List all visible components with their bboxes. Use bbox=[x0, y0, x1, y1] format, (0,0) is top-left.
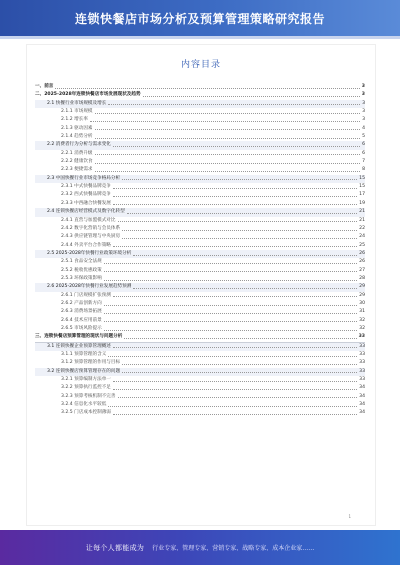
toc-entry-label: 一、前言 bbox=[35, 83, 54, 91]
toc-entry[interactable] bbox=[35, 376, 365, 384]
footer-slogan: 让每个人都能成为 bbox=[85, 543, 145, 552]
toc-leader-dots bbox=[118, 397, 358, 398]
toc-entry[interactable] bbox=[35, 116, 365, 124]
toc-leader-dots bbox=[104, 330, 357, 331]
toc-entry-page: 15 bbox=[359, 184, 365, 190]
toc-leader-dots bbox=[113, 381, 357, 382]
toc-entry[interactable] bbox=[35, 91, 365, 99]
toc-entry-page: 30 bbox=[359, 300, 365, 306]
toc-leader-dots bbox=[104, 271, 357, 272]
toc-entry-page: 19 bbox=[359, 200, 365, 206]
toc-entry-page: 29 bbox=[359, 284, 365, 290]
toc-leader-dots bbox=[127, 213, 357, 214]
toc-entry-label: 2.6.2 产品创新方向 bbox=[61, 300, 103, 308]
toc-entry-label: 2.2.3 便捷需求 bbox=[61, 166, 94, 174]
toc-entry[interactable] bbox=[35, 258, 365, 266]
toc-entry-page: 3 bbox=[361, 92, 365, 98]
toc-entry[interactable] bbox=[35, 225, 365, 233]
toc-entry[interactable] bbox=[35, 100, 365, 108]
toc-leader-dots bbox=[133, 255, 357, 256]
toc-entry-label: 2.6.4 技术应用前景 bbox=[61, 317, 103, 325]
toc-entry-label: 2.6.1 门店规模扩张预测 bbox=[61, 292, 112, 300]
report-footer bbox=[0, 530, 400, 565]
toc-entry[interactable] bbox=[35, 401, 365, 409]
toc-leader-dots bbox=[113, 389, 357, 390]
toc-entry[interactable] bbox=[35, 317, 365, 325]
toc-entry-page: 33 bbox=[359, 360, 365, 366]
toc-leader-dots bbox=[113, 188, 357, 189]
toc-entry-label: 2.2.1 消费升级 bbox=[61, 150, 94, 158]
toc-entry-page: 32 bbox=[359, 317, 365, 323]
toc-entry-label: 3.2.2 预算执行监控不足 bbox=[61, 384, 112, 392]
toc-entry[interactable] bbox=[35, 283, 365, 291]
toc-entry[interactable] bbox=[35, 208, 365, 216]
toc-entry-label: 2.2 消费者行为分析与需求变化 bbox=[47, 141, 112, 149]
toc-page bbox=[26, 44, 376, 526]
toc-entry-label: 2.3.3 中西融合快餐发展 bbox=[61, 200, 112, 208]
toc-entry-label: 2.6 2025-2028年快餐行业发展趋势预测 bbox=[47, 283, 132, 291]
toc-leader-dots bbox=[122, 230, 357, 231]
toc-entry-page: 22 bbox=[359, 225, 365, 231]
toc-entry[interactable] bbox=[35, 191, 365, 199]
toc-leader-dots bbox=[113, 296, 357, 297]
toc-entry-page: 17 bbox=[359, 192, 365, 198]
toc-leader-dots bbox=[104, 321, 357, 322]
toc-entry[interactable] bbox=[35, 384, 365, 392]
toc-entry-page: 33 bbox=[359, 352, 365, 357]
toc-entry-page: 29 bbox=[359, 292, 365, 298]
toc-leader-dots bbox=[95, 129, 361, 130]
toc-entry-page: 26 bbox=[359, 250, 365, 256]
toc-entry[interactable] bbox=[35, 125, 365, 133]
toc-entry[interactable] bbox=[35, 217, 365, 225]
toc-entry[interactable] bbox=[35, 133, 365, 141]
toc-entry-page: 3 bbox=[362, 100, 365, 106]
toc-leader-dots bbox=[95, 154, 361, 155]
toc-entry-page: 6 bbox=[362, 142, 365, 148]
toc-entry[interactable] bbox=[35, 359, 365, 367]
toc-entry-label: 3.2.5 门店成本控制薄弱 bbox=[61, 409, 112, 417]
toc-entry-page: 26 bbox=[359, 259, 365, 265]
toc-entry[interactable] bbox=[35, 300, 365, 308]
toc-entry-label: 2.3.2 西式快餐品牌竞争 bbox=[61, 191, 112, 199]
toc-entry-label: 3.1.2 预算管理的作用与目标 bbox=[61, 359, 121, 367]
toc-entry-label: 2.4.2 数字化营销与会员体系 bbox=[61, 225, 121, 233]
toc-entry-page: 27 bbox=[359, 267, 365, 273]
toc-entry-label: 2.5.2 税收优惠政策 bbox=[61, 267, 103, 275]
toc-leader-dots bbox=[55, 88, 359, 89]
toc-leader-dots bbox=[113, 414, 357, 415]
toc-entry-page: 24 bbox=[359, 234, 365, 240]
toc-entry-label: 2.4.1 直营与加盟模式对比 bbox=[61, 217, 117, 225]
toc-entry-page: 34 bbox=[359, 393, 365, 399]
toc-entry-label: 2.4.4 外卖平台合作策略 bbox=[61, 242, 112, 250]
toc-leader-dots bbox=[104, 280, 357, 281]
report-title: 连锁快餐店市场分析及预算管理策略研究报告 bbox=[74, 11, 325, 26]
toc-entry[interactable] bbox=[35, 200, 365, 208]
toc-entry-page: 32 bbox=[359, 325, 365, 331]
toc-list bbox=[35, 83, 365, 418]
toc-title: 内容目录 bbox=[180, 60, 221, 70]
toc-entry-label: 3.2.3 预算考核机制不完善 bbox=[61, 393, 117, 401]
toc-leader-dots bbox=[108, 356, 357, 357]
toc-entry-page: 4 bbox=[362, 125, 365, 131]
toc-entry[interactable] bbox=[35, 141, 365, 149]
toc-leader-dots bbox=[113, 347, 357, 348]
header-stripe bbox=[0, 36, 400, 39]
toc-leader-dots bbox=[143, 96, 360, 97]
toc-entry-page: 7 bbox=[362, 159, 365, 165]
toc-entry[interactable] bbox=[35, 275, 365, 283]
toc-entry-page: 33 bbox=[359, 368, 365, 374]
toc-entry[interactable] bbox=[35, 83, 365, 91]
toc-entry-page: 8 bbox=[362, 167, 365, 173]
toc-entry-label: 三、连锁快餐店预算管理的现状与问题分析 bbox=[35, 333, 123, 341]
toc-entry-label: 2.1 快餐行业市场规模及增长 bbox=[47, 100, 107, 108]
toc-entry-page: 33 bbox=[358, 334, 365, 340]
toc-entry[interactable] bbox=[35, 108, 365, 116]
toc-leader-dots bbox=[113, 146, 360, 147]
toc-entry-page: 6 bbox=[362, 150, 365, 156]
toc-leader-dots bbox=[108, 104, 360, 105]
toc-leader-dots bbox=[104, 313, 357, 314]
footer-subtext: 行业专家、管理专家、营销专家、战略专家、成本企业家…… bbox=[152, 545, 315, 552]
toc-entry-label: 3.1 连锁快餐企业预算管理概述 bbox=[47, 343, 112, 351]
toc-entry-page: 15 bbox=[359, 175, 365, 181]
toc-leader-dots bbox=[122, 179, 357, 180]
toc-entry[interactable] bbox=[35, 409, 365, 417]
toc-leader-dots bbox=[113, 246, 357, 247]
toc-entry[interactable] bbox=[35, 333, 365, 342]
toc-entry-page: 34 bbox=[359, 410, 365, 416]
toc-entry-label: 2.1.2 增长率 bbox=[61, 116, 89, 124]
toc-entry[interactable] bbox=[35, 325, 365, 333]
toc-leader-dots bbox=[122, 372, 357, 373]
toc-entry-label: 2.3.1 中式快餐品牌竞争 bbox=[61, 183, 112, 191]
toc-leader-dots bbox=[124, 338, 356, 339]
toc-leader-dots bbox=[95, 113, 361, 114]
toc-entry[interactable] bbox=[35, 158, 365, 166]
toc-entry-label: 2.1.4 趋势分析 bbox=[61, 133, 94, 141]
toc-entry-label: 3.1.1 预算管理的含义 bbox=[61, 351, 107, 359]
toc-entry-label: 2.2.2 健康饮食 bbox=[61, 158, 94, 166]
toc-entry-page: 28 bbox=[359, 275, 365, 281]
toc-leader-dots bbox=[95, 138, 361, 139]
toc-entry[interactable] bbox=[35, 166, 365, 174]
page-number: 1 bbox=[348, 514, 351, 519]
toc-entry[interactable] bbox=[35, 150, 365, 158]
toc-entry-label: 2.6.5 市场风险提示 bbox=[61, 325, 103, 333]
toc-entry-label: 3.2 连锁快餐店预算管理存在的问题 bbox=[47, 368, 121, 376]
toc-entry[interactable] bbox=[35, 183, 365, 191]
toc-leader-dots bbox=[95, 163, 361, 164]
toc-entry-label: 2.5 2025-2028年快餐行业政策环境分析 bbox=[47, 250, 132, 258]
toc-entry-label: 2.1.1 市场规模 bbox=[61, 108, 94, 116]
toc-entry-page: 25 bbox=[359, 242, 365, 248]
toc-entry-label: 2.5.1 食品安全法规 bbox=[61, 258, 103, 266]
toc-leader-dots bbox=[122, 364, 357, 365]
toc-entry[interactable] bbox=[35, 175, 365, 183]
toc-leader-dots bbox=[108, 406, 357, 407]
toc-entry-label: 2.3 中国快餐行业市场竞争格局分析 bbox=[47, 175, 121, 183]
toc-entry-page: 31 bbox=[359, 309, 365, 315]
toc-leader-dots bbox=[122, 238, 357, 239]
toc-entry-page: 3 bbox=[361, 84, 365, 89]
toc-leader-dots bbox=[133, 288, 357, 289]
toc-entry[interactable] bbox=[35, 292, 365, 300]
toc-entry-label: 2.4.3 供应链管理与中央厨房 bbox=[61, 233, 121, 241]
toc-entry[interactable] bbox=[35, 393, 365, 401]
toc-entry-page: 21 bbox=[359, 209, 365, 215]
toc-entry-label: 2.4 连锁快餐店经营模式及数字化转型 bbox=[47, 208, 126, 216]
toc-entry-page: 5 bbox=[362, 134, 365, 140]
toc-entry-label: 2.1.3 驱动因素 bbox=[61, 125, 94, 133]
toc-leader-dots bbox=[104, 263, 357, 264]
toc-leader-dots bbox=[95, 171, 361, 172]
toc-entry-page: 3 bbox=[362, 117, 365, 123]
toc-entry[interactable] bbox=[35, 250, 365, 258]
toc-entry-page: 33 bbox=[359, 343, 365, 349]
toc-leader-dots bbox=[104, 305, 357, 306]
report-header bbox=[0, 0, 400, 36]
toc-entry-page: 21 bbox=[359, 217, 365, 223]
toc-entry-label: 2.5.3 环保政策影响 bbox=[61, 275, 103, 283]
toc-entry-label: 2.6.3 消费场景拓展 bbox=[61, 308, 103, 316]
toc-leader-dots bbox=[113, 204, 357, 205]
toc-entry-page: 34 bbox=[359, 385, 365, 391]
toc-entry-label: 3.2.1 预算编制方法单一 bbox=[61, 376, 112, 384]
toc-entry[interactable] bbox=[35, 233, 365, 241]
toc-entry[interactable] bbox=[35, 368, 365, 376]
toc-entry[interactable] bbox=[35, 351, 365, 359]
toc-leader-dots bbox=[113, 196, 357, 197]
toc-entry-label: 二、2025-2028年连锁快餐店市场发展现状及趋势 bbox=[35, 91, 142, 99]
toc-entry-page: 33 bbox=[359, 377, 365, 383]
toc-entry[interactable] bbox=[35, 242, 365, 250]
toc-leader-dots bbox=[90, 121, 360, 122]
toc-leader-dots bbox=[118, 221, 358, 222]
toc-entry-page: 3 bbox=[362, 109, 365, 115]
toc-entry[interactable] bbox=[35, 343, 365, 351]
toc-entry-page: 34 bbox=[359, 402, 365, 408]
toc-entry-label: 3.2.4 信息化水平较低 bbox=[61, 401, 107, 409]
toc-entry[interactable] bbox=[35, 267, 365, 275]
toc-entry[interactable] bbox=[35, 308, 365, 316]
